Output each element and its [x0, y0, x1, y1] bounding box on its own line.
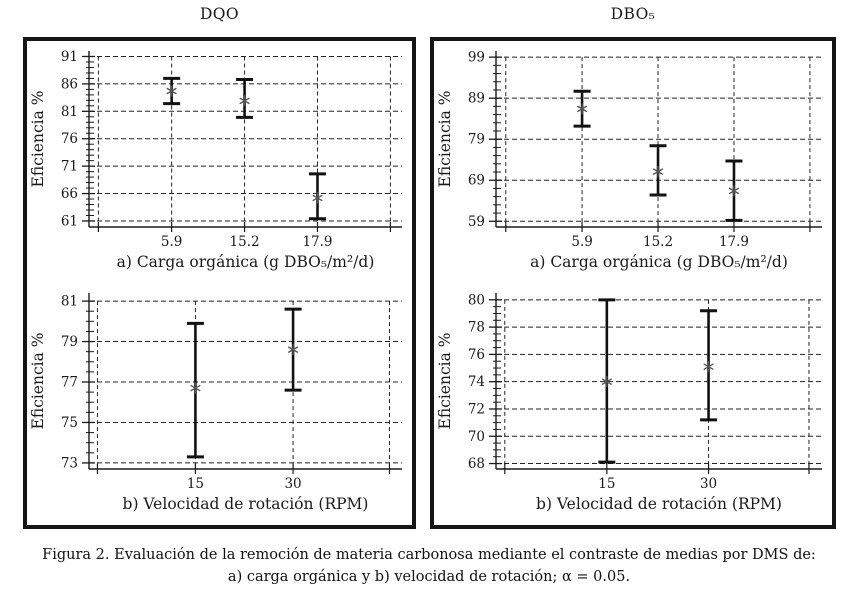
svg-text:77: 77 — [60, 374, 78, 391]
svg-text:59: 59 — [467, 213, 485, 230]
svg-text:5.9: 5.9 — [160, 234, 183, 250]
svg-text:72: 72 — [467, 401, 485, 418]
caption-line-2: a) carga orgánica y b) velocidad de rotación; α = 0.05. — [227, 569, 631, 585]
chart-dqo-carga-organica — [27, 41, 412, 283]
svg-text:30: 30 — [284, 476, 302, 492]
svg-text:b) Velocidad de rotación (RPM): b) Velocidad de rotación (RPM) — [122, 495, 369, 513]
svg-text:61: 61 — [60, 213, 78, 230]
svg-text:91: 91 — [60, 48, 78, 65]
panel-title-dqo: DQO — [199, 5, 240, 23]
svg-text:a) Carga orgánica (g DBO₅/m²/d: a) Carga orgánica (g DBO₅/m²/d) — [530, 253, 788, 271]
svg-text:15: 15 — [186, 476, 205, 492]
svg-text:75: 75 — [60, 414, 78, 431]
chart-dqo-velocidad-rotacion — [27, 283, 412, 525]
svg-text:74: 74 — [467, 374, 485, 391]
chart-dbo5-velocidad-rotacion — [434, 283, 832, 525]
svg-text:79: 79 — [467, 131, 485, 148]
svg-text:89: 89 — [467, 90, 485, 107]
svg-text:81: 81 — [60, 293, 78, 310]
svg-text:76: 76 — [467, 346, 485, 363]
svg-text:80: 80 — [467, 292, 485, 309]
svg-text:70: 70 — [467, 428, 485, 445]
panel-dqo — [23, 37, 416, 529]
svg-text:Eficiencia %: Eficiencia % — [436, 90, 454, 188]
figure-caption — [0, 544, 858, 588]
svg-text:15.2: 15.2 — [229, 234, 260, 250]
svg-text:79: 79 — [60, 334, 78, 351]
svg-text:Eficiencia %: Eficiencia % — [436, 332, 454, 430]
svg-text:17.9: 17.9 — [718, 234, 750, 250]
panel-title-dbo5: DBO₅ — [610, 5, 656, 23]
svg-text:81: 81 — [60, 103, 78, 120]
svg-text:30: 30 — [699, 476, 718, 492]
svg-text:76: 76 — [60, 131, 78, 148]
svg-text:73: 73 — [60, 455, 78, 472]
caption-line-1: Figura 2. Evaluación de la remoción de materia carbonosa mediante el contraste de medias por DMS de: — [42, 547, 816, 563]
svg-text:17.9: 17.9 — [302, 234, 333, 250]
chart-dbo5-carga-organica — [434, 41, 832, 283]
svg-text:78: 78 — [467, 319, 485, 336]
svg-text:b) Velocidad de rotación (RPM): b) Velocidad de rotación (RPM) — [536, 495, 782, 513]
svg-text:a) Carga orgánica (g DBO₅/m²/d: a) Carga orgánica (g DBO₅/m²/d) — [116, 253, 375, 271]
svg-text:Eficiencia %: Eficiencia % — [29, 332, 47, 430]
svg-text:71: 71 — [60, 158, 78, 175]
svg-text:68: 68 — [467, 456, 485, 473]
svg-text:66: 66 — [60, 186, 78, 203]
svg-text:5.9: 5.9 — [571, 234, 593, 250]
svg-text:15: 15 — [598, 476, 616, 492]
svg-text:Eficiencia %: Eficiencia % — [29, 90, 47, 188]
svg-text:15.2: 15.2 — [642, 234, 674, 250]
svg-text:99: 99 — [467, 49, 485, 66]
svg-text:86: 86 — [60, 76, 78, 93]
panel-dbo5 — [430, 37, 836, 529]
svg-text:69: 69 — [467, 172, 485, 189]
